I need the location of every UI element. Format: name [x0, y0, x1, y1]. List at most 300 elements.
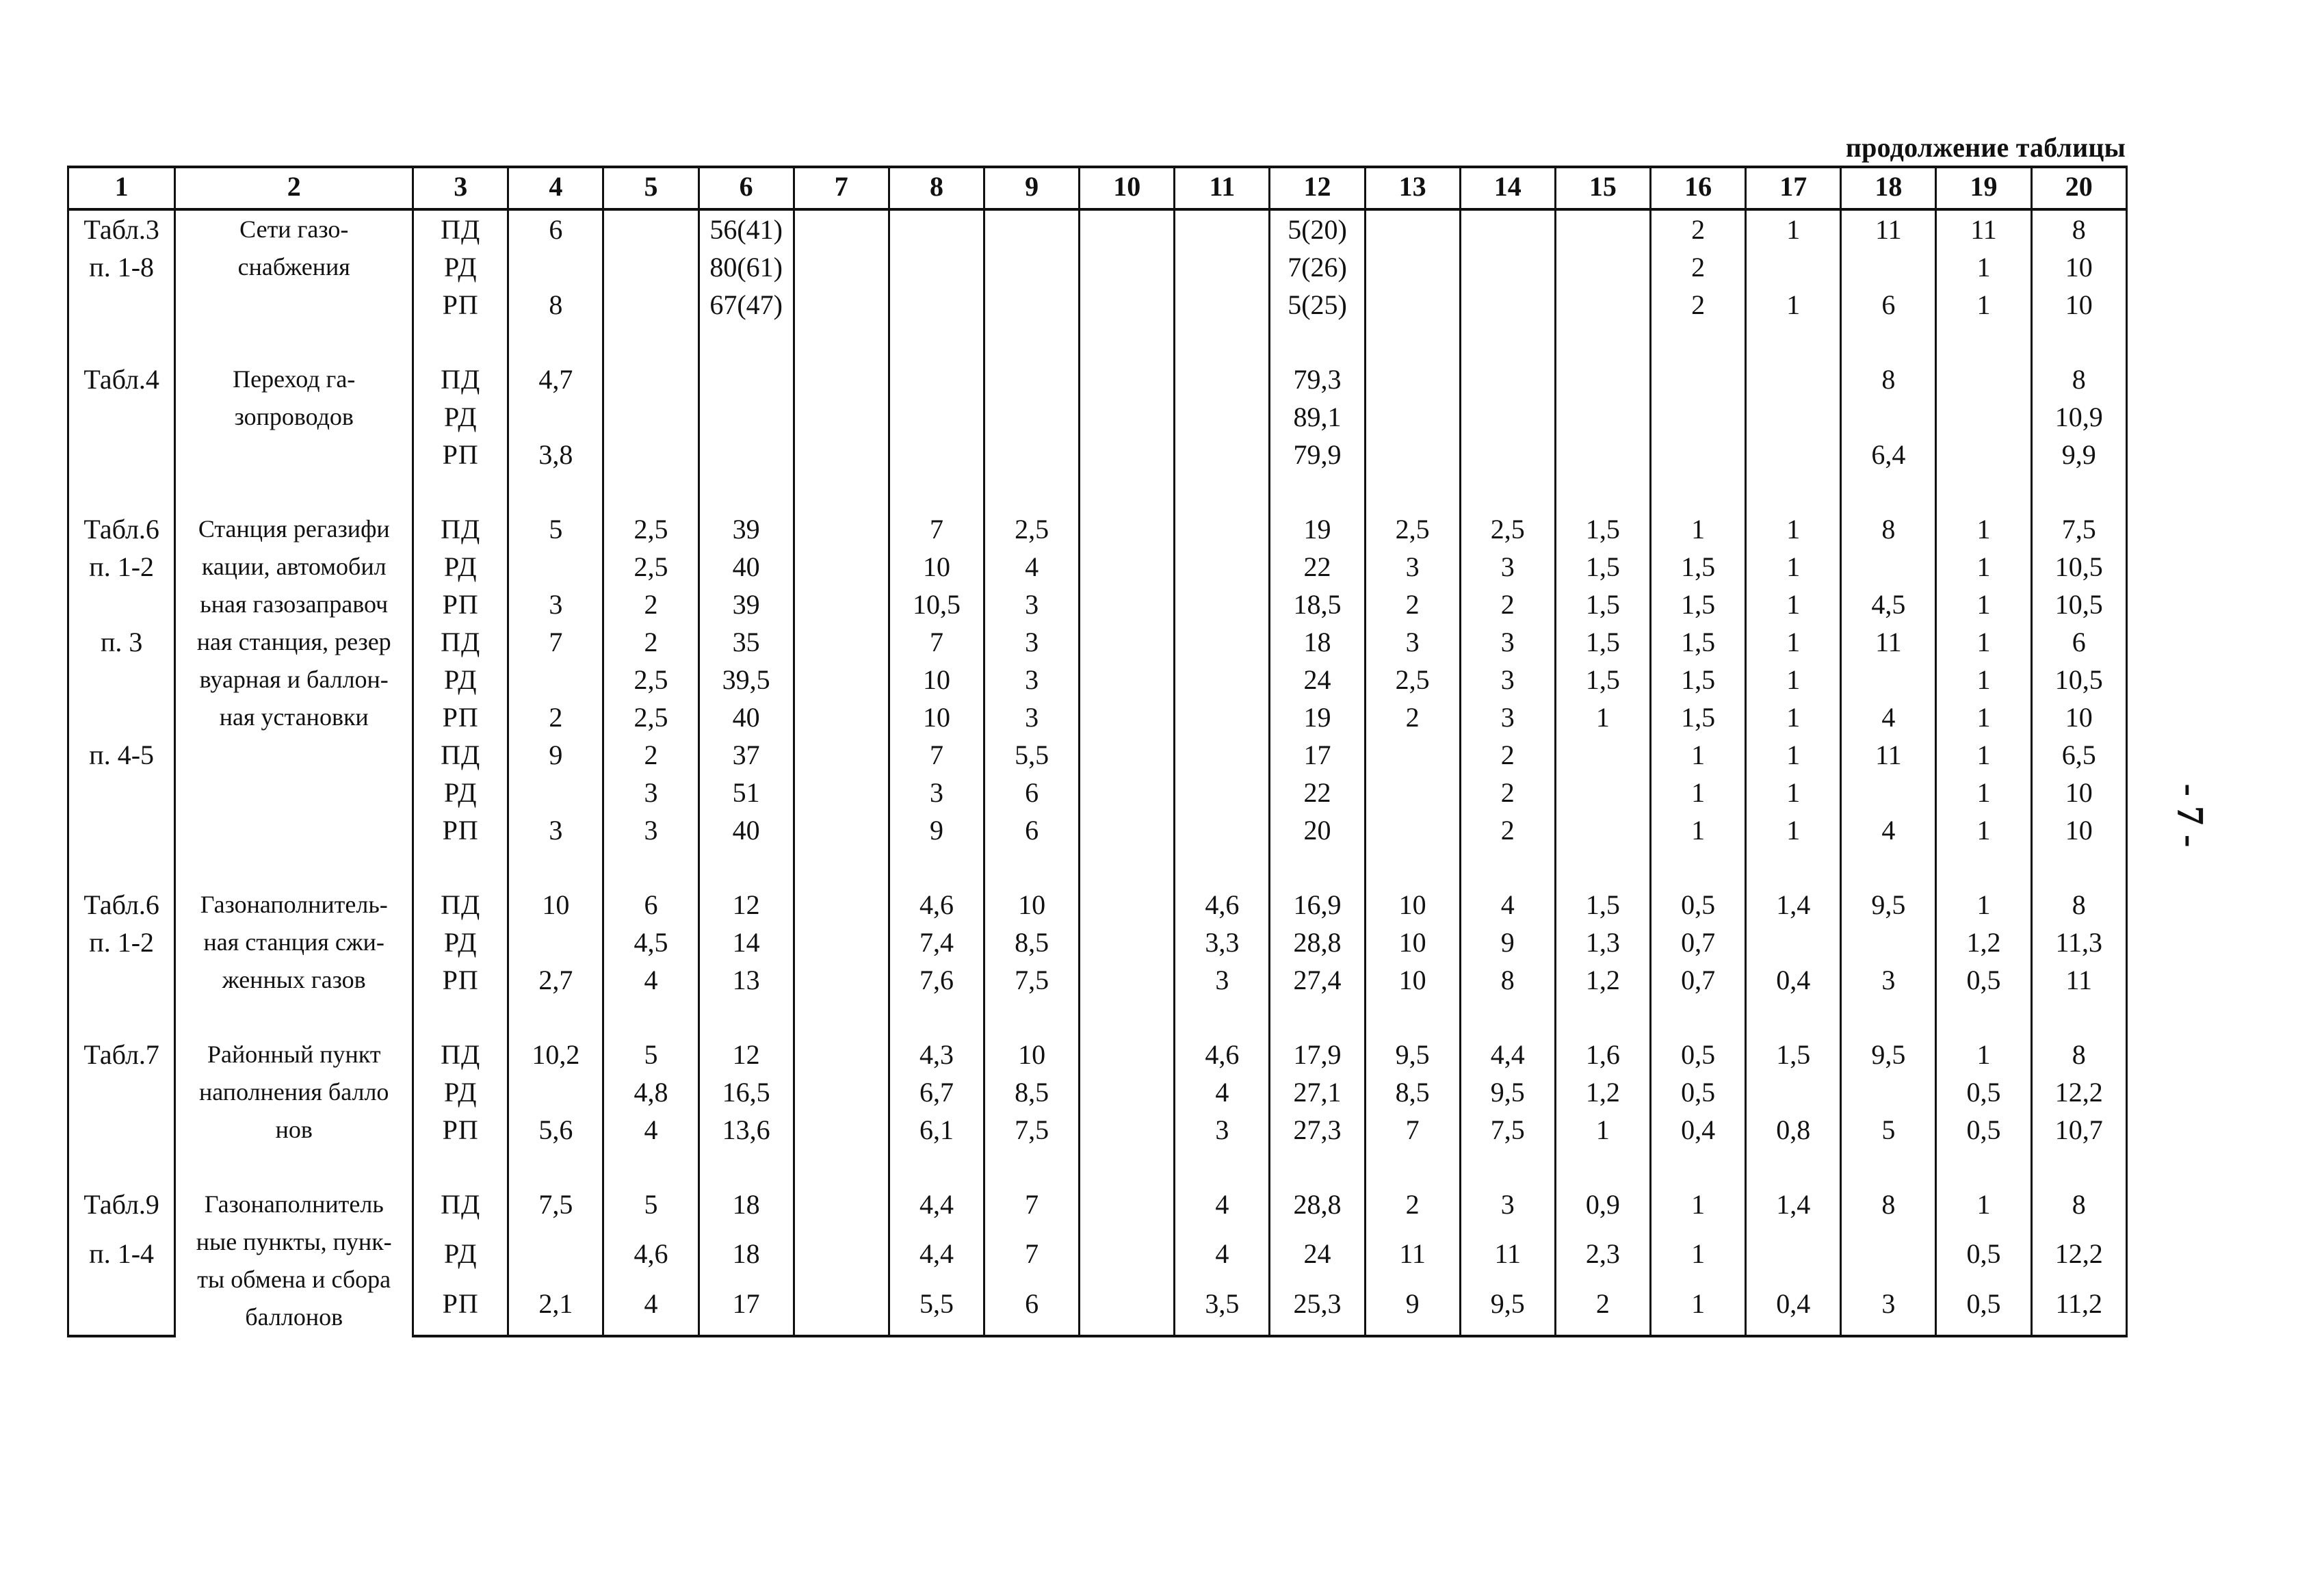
value-cell: 3 [984, 661, 1080, 698]
value-cell [698, 361, 794, 398]
category-cell: РП [413, 1111, 508, 1149]
column-header-19: 19 [1936, 167, 2031, 209]
header-row [68, 167, 2127, 209]
value-cell: 8 [1841, 1186, 1936, 1235]
value-cell [1460, 248, 1555, 286]
value-cell: 2 [1460, 774, 1555, 811]
value-cell [1936, 361, 2031, 398]
value-cell: 0,4 [1651, 1111, 1746, 1149]
reference-cell [68, 1073, 175, 1111]
value-cell: 6 [2031, 623, 2126, 661]
value-cell: 3 [1460, 548, 1555, 586]
value-cell: 8 [2031, 209, 2126, 248]
value-cell: 1 [1651, 510, 1746, 548]
reference-cell: Табл.3 [68, 209, 175, 248]
value-cell: 4 [603, 1285, 698, 1334]
value-cell: 12 [698, 886, 794, 924]
value-cell: 4 [603, 961, 698, 999]
value-cell [984, 361, 1080, 398]
value-cell: 3 [1460, 1186, 1555, 1235]
value-cell: 1 [1651, 1235, 1746, 1284]
object-name-cell: Газонаполнитель- ная станция сжи- женных газов [175, 886, 413, 999]
value-cell [1080, 1235, 1175, 1284]
value-cell [1651, 361, 1746, 398]
value-cell: 1,5 [1651, 586, 1746, 623]
value-cell [1555, 398, 1650, 436]
value-cell [794, 661, 889, 698]
value-cell: 6,4 [1841, 436, 1936, 473]
value-cell [603, 248, 698, 286]
object-name-cell: Станция регазифи кации, автомобил ьная газозаправоч ная станция, резер вуарная и баллон- ная установки [175, 510, 413, 849]
value-cell: 8,5 [984, 924, 1080, 961]
value-cell: 2,5 [603, 698, 698, 736]
value-cell [1555, 361, 1650, 398]
value-cell: 79,3 [1270, 361, 1365, 398]
value-cell [1080, 1285, 1175, 1334]
value-cell: 17 [698, 1285, 794, 1334]
value-cell [1080, 361, 1175, 398]
value-cell [508, 548, 603, 586]
spacer-row [68, 999, 2127, 1036]
value-cell: 1,6 [1555, 1036, 1650, 1073]
value-cell [1651, 398, 1746, 436]
category-cell: РД [413, 1073, 508, 1111]
column-header-9: 9 [984, 167, 1080, 209]
spacer-row [68, 473, 2127, 510]
value-cell [1746, 248, 1841, 286]
value-cell: 3 [508, 586, 603, 623]
value-cell: 1,5 [1651, 548, 1746, 586]
reference-cell [68, 1111, 175, 1149]
column-header-20: 20 [2031, 167, 2126, 209]
value-cell: 24 [1270, 661, 1365, 698]
reference-cell [68, 961, 175, 999]
value-cell: 3,5 [1175, 1285, 1270, 1334]
column-header-18: 18 [1841, 167, 1936, 209]
reference-cell: п. 4-5 [68, 736, 175, 774]
value-cell: 1,5 [1555, 510, 1650, 548]
value-cell: 6 [1841, 286, 1936, 324]
value-cell: 1 [1651, 736, 1746, 774]
value-cell: 1 [1936, 886, 2031, 924]
value-cell: 7,5 [2031, 510, 2126, 548]
value-cell: 1 [1936, 248, 2031, 286]
reference-cell [68, 661, 175, 698]
value-cell: 10 [2031, 811, 2126, 849]
spacer-row [68, 849, 2127, 886]
table-row [68, 209, 2127, 248]
value-cell: 3 [1175, 961, 1270, 999]
value-cell [1746, 1073, 1841, 1111]
value-cell: 5,5 [889, 1285, 984, 1334]
value-cell [508, 774, 603, 811]
value-cell: 10 [2031, 248, 2126, 286]
value-cell: 8 [2031, 1036, 2126, 1073]
value-cell [1175, 361, 1270, 398]
value-cell [1175, 623, 1270, 661]
value-cell [794, 961, 889, 999]
value-cell: 8 [1841, 361, 1936, 398]
value-cell: 2,5 [1365, 510, 1460, 548]
value-cell: 51 [698, 774, 794, 811]
value-cell: 1,5 [1555, 623, 1650, 661]
value-cell [508, 924, 603, 961]
value-cell: 2 [1365, 698, 1460, 736]
value-cell: 7 [984, 1235, 1080, 1284]
value-cell: 18,5 [1270, 586, 1365, 623]
reference-cell: п. 1-8 [68, 248, 175, 286]
value-cell: 7 [984, 1186, 1080, 1235]
value-cell: 0,5 [1936, 1235, 2031, 1284]
value-cell [1175, 774, 1270, 811]
value-cell: 2,5 [984, 510, 1080, 548]
value-cell [1365, 736, 1460, 774]
value-cell: 0,5 [1936, 1111, 2031, 1149]
value-cell: 8 [1841, 510, 1936, 548]
value-cell: 0,5 [1651, 1036, 1746, 1073]
value-cell: 1 [1746, 286, 1841, 324]
category-cell: РД [413, 548, 508, 586]
value-cell [1080, 623, 1175, 661]
value-cell: 10 [2031, 774, 2126, 811]
value-cell: 1 [1936, 774, 2031, 811]
value-cell: 5(25) [1270, 286, 1365, 324]
value-cell: 5(20) [1270, 209, 1365, 248]
category-cell: РД [413, 661, 508, 698]
category-cell: РП [413, 698, 508, 736]
value-cell [1175, 736, 1270, 774]
value-cell: 5 [1841, 1111, 1936, 1149]
value-cell: 5 [603, 1036, 698, 1073]
value-cell: 28,8 [1270, 924, 1365, 961]
value-cell: 2 [1651, 286, 1746, 324]
value-cell: 0,7 [1651, 961, 1746, 999]
value-cell: 4,4 [889, 1235, 984, 1284]
value-cell: 1 [1746, 548, 1841, 586]
value-cell: 4,5 [1841, 586, 1936, 623]
value-cell [1080, 1073, 1175, 1111]
value-cell [1555, 774, 1650, 811]
value-cell: 2 [1460, 736, 1555, 774]
value-cell: 6 [984, 811, 1080, 849]
value-cell: 10 [889, 548, 984, 586]
value-cell: 9,5 [1365, 1036, 1460, 1073]
value-cell [1080, 1111, 1175, 1149]
value-cell: 18 [698, 1235, 794, 1284]
value-cell: 1,2 [1936, 924, 2031, 961]
column-header-6: 6 [698, 167, 794, 209]
value-cell [1555, 209, 1650, 248]
value-cell: 1 [1936, 1186, 2031, 1235]
value-cell: 1,5 [1651, 623, 1746, 661]
value-cell: 1,5 [1555, 661, 1650, 698]
value-cell: 2,5 [603, 510, 698, 548]
value-cell [1080, 774, 1175, 811]
column-header-1: 1 [68, 167, 175, 209]
value-cell: 0,9 [1555, 1186, 1650, 1235]
column-header-2: 2 [175, 167, 413, 209]
value-cell: 20 [1270, 811, 1365, 849]
value-cell [1365, 361, 1460, 398]
value-cell: 6 [984, 1285, 1080, 1334]
value-cell: 0,5 [1936, 1073, 2031, 1111]
value-cell [1841, 1235, 1936, 1284]
value-cell: 2 [1651, 209, 1746, 248]
value-cell: 5,5 [984, 736, 1080, 774]
value-cell: 89,1 [1270, 398, 1365, 436]
value-cell: 10 [508, 886, 603, 924]
value-cell [1080, 886, 1175, 924]
reference-cell: п. 3 [68, 623, 175, 661]
value-cell [508, 1073, 603, 1111]
reference-cell: Табл.6 [68, 886, 175, 924]
value-cell [984, 398, 1080, 436]
value-cell: 2 [1365, 586, 1460, 623]
reference-cell [68, 1285, 175, 1334]
value-cell: 0,8 [1746, 1111, 1841, 1149]
value-cell [1175, 248, 1270, 286]
value-cell: 8,5 [1365, 1073, 1460, 1111]
value-cell: 3 [508, 811, 603, 849]
value-cell: 11,2 [2031, 1285, 2126, 1334]
category-cell: ПД [413, 361, 508, 398]
reference-cell [68, 586, 175, 623]
value-cell: 22 [1270, 774, 1365, 811]
reference-cell: п. 1-4 [68, 1235, 175, 1284]
value-cell [794, 510, 889, 548]
value-cell: 1 [1746, 209, 1841, 248]
value-cell: 17,9 [1270, 1036, 1365, 1073]
value-cell: 1,5 [1746, 1036, 1841, 1073]
value-cell: 1,5 [1555, 886, 1650, 924]
value-cell: 3,8 [508, 436, 603, 473]
value-cell [1555, 286, 1650, 324]
category-cell: РП [413, 961, 508, 999]
value-cell [1175, 510, 1270, 548]
value-cell [984, 248, 1080, 286]
value-cell: 1 [1746, 698, 1841, 736]
value-cell [1841, 1073, 1936, 1111]
category-cell: ПД [413, 1036, 508, 1073]
value-cell: 9,5 [1841, 886, 1936, 924]
value-cell [1365, 774, 1460, 811]
value-cell: 4,7 [508, 361, 603, 398]
value-cell [794, 811, 889, 849]
value-cell: 39 [698, 586, 794, 623]
value-cell: 5 [508, 510, 603, 548]
value-cell: 2 [1365, 1186, 1460, 1235]
value-cell: 1 [1936, 548, 2031, 586]
value-cell [1365, 811, 1460, 849]
value-cell: 2 [1555, 1285, 1650, 1334]
value-cell [508, 661, 603, 698]
value-cell [1080, 436, 1175, 473]
value-cell: 40 [698, 698, 794, 736]
reference-cell: п. 1-2 [68, 924, 175, 961]
value-cell: 1 [1555, 698, 1650, 736]
value-cell: 1,4 [1746, 886, 1841, 924]
value-cell: 3 [603, 774, 698, 811]
value-cell: 7,5 [1460, 1111, 1555, 1149]
value-cell: 10 [889, 661, 984, 698]
reference-cell: Табл.4 [68, 361, 175, 398]
value-cell [1080, 661, 1175, 698]
value-cell [1175, 436, 1270, 473]
value-cell: 4,8 [603, 1073, 698, 1111]
reference-cell: п. 1-2 [68, 548, 175, 586]
value-cell: 7,5 [984, 961, 1080, 999]
value-cell [794, 586, 889, 623]
value-cell [1841, 661, 1936, 698]
value-cell: 79,9 [1270, 436, 1365, 473]
value-cell: 3 [1460, 623, 1555, 661]
value-cell: 3 [984, 586, 1080, 623]
value-cell: 8 [2031, 1186, 2126, 1235]
value-cell: 67(47) [698, 286, 794, 324]
value-cell [1936, 398, 2031, 436]
value-cell: 1 [1651, 811, 1746, 849]
value-cell: 1,4 [1746, 1186, 1841, 1235]
value-cell: 3 [984, 698, 1080, 736]
value-cell [889, 248, 984, 286]
value-cell: 16,9 [1270, 886, 1365, 924]
value-cell: 1 [1936, 510, 2031, 548]
value-cell: 10,5 [2031, 548, 2126, 586]
value-cell [603, 286, 698, 324]
value-cell: 25,3 [1270, 1285, 1365, 1334]
value-cell [794, 1073, 889, 1111]
value-cell: 9 [1460, 924, 1555, 961]
value-cell [1175, 811, 1270, 849]
value-cell: 0,7 [1651, 924, 1746, 961]
value-cell: 7 [508, 623, 603, 661]
value-cell: 0,5 [1936, 961, 2031, 999]
value-cell [794, 886, 889, 924]
value-cell: 27,1 [1270, 1073, 1365, 1111]
value-cell [1555, 248, 1650, 286]
reference-cell [68, 811, 175, 849]
value-cell [1365, 436, 1460, 473]
category-cell: ПД [413, 623, 508, 661]
value-cell [1841, 924, 1936, 961]
value-cell: 9,9 [2031, 436, 2126, 473]
column-header-11: 11 [1175, 167, 1270, 209]
value-cell: 7 [889, 623, 984, 661]
value-cell: 4 [1841, 698, 1936, 736]
value-cell: 2,5 [1460, 510, 1555, 548]
value-cell: 10,5 [2031, 661, 2126, 698]
value-cell [603, 209, 698, 248]
value-cell: 10 [984, 1036, 1080, 1073]
value-cell: 5 [603, 1186, 698, 1235]
value-cell: 4,6 [889, 886, 984, 924]
value-cell: 27,4 [1270, 961, 1365, 999]
value-cell [1080, 961, 1175, 999]
value-cell [794, 774, 889, 811]
value-cell: 11 [1460, 1235, 1555, 1284]
value-cell: 2 [508, 698, 603, 736]
value-cell: 7,5 [984, 1111, 1080, 1149]
value-cell: 6 [603, 886, 698, 924]
value-cell: 1 [1746, 736, 1841, 774]
value-cell [1841, 398, 1936, 436]
value-cell: 13,6 [698, 1111, 794, 1149]
value-cell [603, 361, 698, 398]
value-cell [794, 548, 889, 586]
reference-cell [68, 286, 175, 324]
value-cell [1555, 811, 1650, 849]
value-cell: 6,7 [889, 1073, 984, 1111]
value-cell [1746, 436, 1841, 473]
value-cell: 3 [1841, 961, 1936, 999]
value-cell: 2 [1460, 586, 1555, 623]
value-cell: 35 [698, 623, 794, 661]
value-cell: 11 [1365, 1235, 1460, 1284]
value-cell: 4 [603, 1111, 698, 1149]
column-header-15: 15 [1555, 167, 1650, 209]
value-cell: 12 [698, 1036, 794, 1073]
value-cell [794, 1111, 889, 1149]
value-cell: 10,7 [2031, 1111, 2126, 1149]
value-cell [508, 1235, 603, 1284]
value-cell: 2,1 [508, 1285, 603, 1334]
value-cell: 3 [1175, 1111, 1270, 1149]
column-header-14: 14 [1460, 167, 1555, 209]
value-cell: 1 [1651, 1186, 1746, 1235]
table-row [68, 1186, 2127, 1235]
value-cell: 1 [1746, 774, 1841, 811]
value-cell: 28,8 [1270, 1186, 1365, 1235]
column-header-4: 4 [508, 167, 603, 209]
value-cell [794, 209, 889, 248]
value-cell [794, 248, 889, 286]
value-cell: 8 [2031, 886, 2126, 924]
category-cell: ПД [413, 1186, 508, 1235]
value-cell [1841, 774, 1936, 811]
value-cell: 8 [508, 286, 603, 324]
column-header-10: 10 [1080, 167, 1175, 209]
value-cell: 1 [1555, 1111, 1650, 1149]
table-body [68, 209, 2127, 1336]
value-cell [794, 924, 889, 961]
category-cell: РП [413, 286, 508, 324]
value-cell: 40 [698, 811, 794, 849]
page-number: - 7 - [2169, 783, 2212, 848]
value-cell [1460, 209, 1555, 248]
category-cell: РП [413, 811, 508, 849]
value-cell [1080, 510, 1175, 548]
value-cell: 4 [1175, 1186, 1270, 1235]
value-cell: 11,3 [2031, 924, 2126, 961]
value-cell: 0,5 [1936, 1285, 2031, 1334]
value-cell: 10,9 [2031, 398, 2126, 436]
value-cell: 14 [698, 924, 794, 961]
value-cell [794, 1186, 889, 1235]
value-cell [1746, 1235, 1841, 1284]
value-cell: 11 [1841, 209, 1936, 248]
value-cell [1080, 698, 1175, 736]
value-cell: 1,2 [1555, 961, 1650, 999]
value-cell: 1 [1651, 774, 1746, 811]
value-cell: 1,5 [1651, 661, 1746, 698]
value-cell: 3 [1365, 548, 1460, 586]
value-cell: 1 [1936, 586, 2031, 623]
column-header-12: 12 [1270, 167, 1365, 209]
value-cell [1460, 436, 1555, 473]
value-cell [1080, 248, 1175, 286]
reference-cell: Табл.9 [68, 1186, 175, 1235]
value-cell: 2 [1651, 248, 1746, 286]
